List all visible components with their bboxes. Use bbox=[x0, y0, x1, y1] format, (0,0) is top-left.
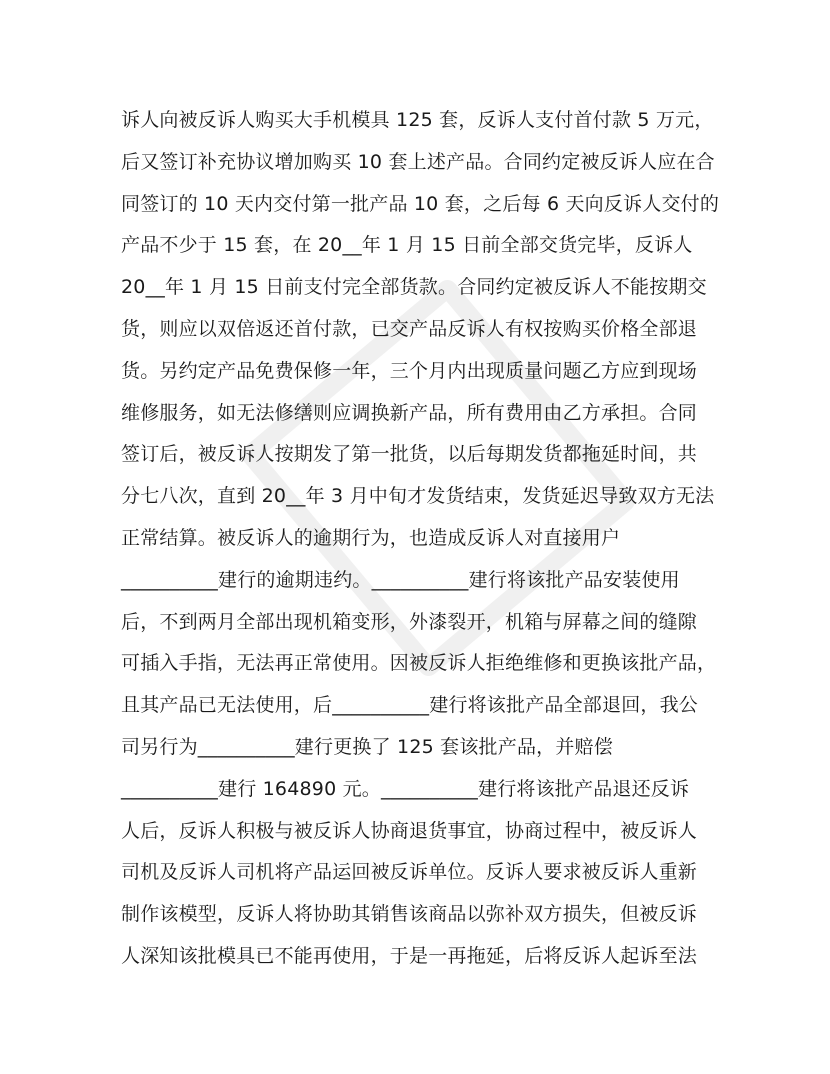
text-line: 同签订的 10 天内交付第一批产品 10 套，之后每 6 天向反诉人交付的 bbox=[121, 192, 720, 215]
text-line: __________建行的逾期违约。__________建行将该批产品安装使用 bbox=[121, 568, 680, 591]
text-line: 正常结算。被反诉人的逾期行为，也造成反诉人对直接用户 bbox=[121, 526, 621, 549]
text-line: 维修服务，如无法修缮则应调换新产品，所有费用由乙方承担。合同 bbox=[121, 401, 698, 424]
document-body bbox=[121, 103, 721, 981]
text-line: 且其产品已无法使用，后__________建行将该批产品全部退回，我公 bbox=[121, 694, 699, 717]
text-line: 人深知该批模具已不能再使用，于是一再拖延，后将反诉人起诉至法 bbox=[121, 944, 698, 967]
text-line: 分七八次，直到 20__年 3 月中旬才发货结束，发货延迟导致双方无法 bbox=[121, 485, 715, 508]
text-line: 产品不少于 15 套，在 20__年 1 月 15 日前全部交货完毕，反诉人 bbox=[121, 234, 693, 257]
text-line: 制作该模型，反诉人将协助其销售该商品以弥补双方损失，但被反诉 bbox=[121, 903, 698, 926]
text-line: 诉人向被反诉人购买大手机模具 125 套，反诉人支付首付款 5 万元， bbox=[121, 109, 714, 131]
text-line: 可插入手指，无法再正常使用。因被反诉人拒绝维修和更换该批产品， bbox=[121, 652, 717, 675]
text-line: 货。另约定产品免费保修一年，三个月内出现质量问题乙方应到现场 bbox=[121, 359, 698, 382]
text-line: 后又签订补充协议增加购买 10 套上述产品。合同约定被反诉人应在合 bbox=[121, 150, 715, 173]
text-line: 20__年 1 月 15 日前支付完全部货款。合同约定被反诉人不能按期交 bbox=[121, 276, 707, 299]
text-line: 后，不到两月全部出现机箱变形，外漆裂开，机箱与屏幕之间的缝隙 bbox=[121, 610, 698, 633]
text-line: 司机及反诉人司机将产品运回被反诉单位。反诉人要求被反诉人重新 bbox=[121, 861, 698, 884]
text-line: 司另行为__________建行更换了 125 套该批产品，并赔偿 bbox=[121, 735, 613, 758]
text-line: __________建行 164890 元。__________建行将该批产品退还反诉 bbox=[121, 777, 690, 800]
text-line: 货，则应以双倍返还首付款，已交产品反诉人有权按购买价格全部退 bbox=[121, 317, 698, 340]
text-line: 签订后，被反诉人按期发了第一批货，以后每期发货都拖延时间，共 bbox=[121, 443, 698, 466]
text-line: 人后，反诉人积极与被反诉人协商退货事宜，协商过程中，被反诉人 bbox=[121, 819, 698, 842]
